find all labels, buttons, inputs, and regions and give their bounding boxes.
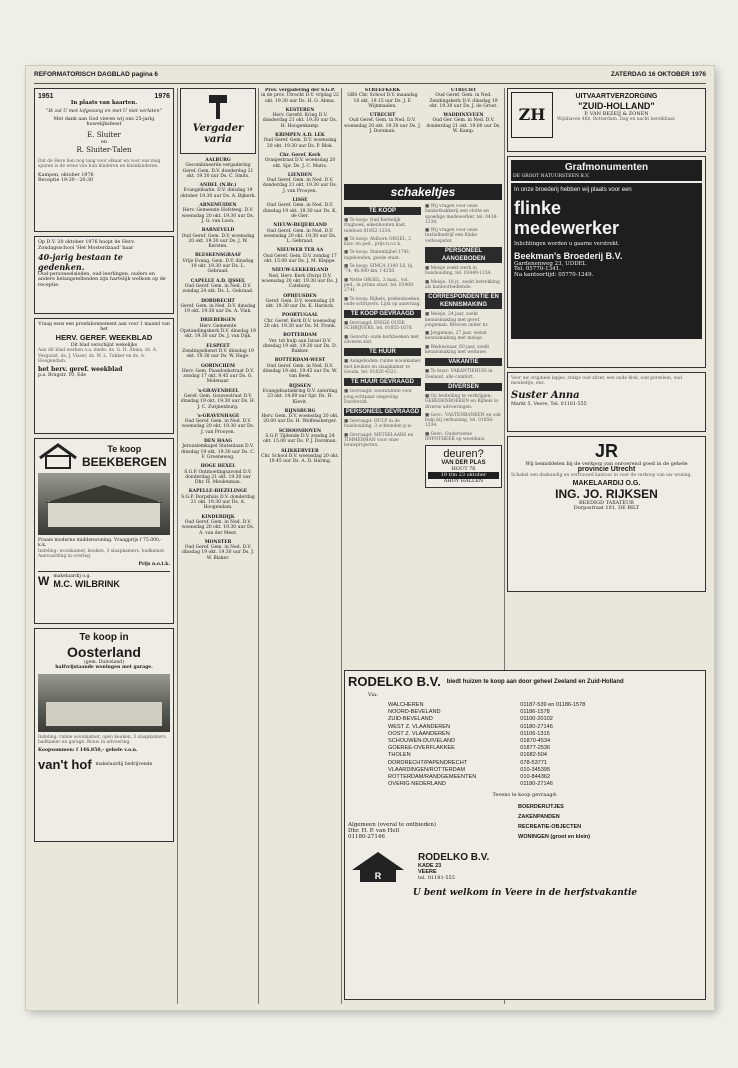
office-tel: 01100-20102 (520, 716, 553, 723)
vergader-title: Vergader (192, 123, 244, 135)
beekman-grafmonumenten-ad (507, 156, 706, 368)
meeting-entry (261, 268, 339, 289)
rijksen-title-2: ING. JO. RIJKSEN (555, 486, 658, 501)
anniversary-quote: "Ik zal U met lofgezang en met U niet verlaten" (46, 108, 162, 114)
column-3 (261, 88, 339, 1004)
office-tel: 01180-27146 (520, 781, 553, 788)
meeting-text: Vrije Evang. Gem. D.V. dinsdag 19 okt. 19.30 uur Ds. L. Gebraad. (182, 258, 254, 275)
meeting-place: ROTTERDAM-WEST (274, 358, 326, 364)
category-item: BOERDERIJTJES (518, 804, 564, 811)
meeting-place: KINDERDIJK (201, 514, 235, 520)
beekman-intro: In onze broederij hebben wij plaats voor een (514, 187, 632, 194)
oosterland-house-photo (38, 674, 170, 732)
oosterland-tag: halfvrijstaande woningen met garage. (55, 665, 153, 671)
meeting-text: Evangelisatiekring D.V. zaterdag 23 okt. 14.00 uur Spr. Ds. H. Kievit. (262, 388, 338, 405)
meeting-place: 's-GRAVENHAGE (196, 413, 240, 419)
deuren-title-2: deuren? (443, 448, 484, 461)
meeting-entry (180, 515, 256, 536)
oosterland-price: Koopsommen: f 146.850,- gehele v.o.n. (38, 748, 138, 754)
meeting-place: RIJSSEN (289, 383, 311, 389)
office-row (388, 709, 589, 716)
meeting-place: ANDEL (N.Br.) (199, 183, 237, 189)
suster-anna-name: Suster Anna (511, 389, 580, 401)
deuren-dates-2: 19 t/m 23 oktober (428, 472, 499, 479)
meeting-place: ROTTERDAM (283, 333, 317, 339)
meeting-entry (180, 279, 256, 295)
grafmonumenten-sub: DE GROOT NATUURSTEEN B.V. (513, 174, 590, 179)
meeting-text: Oranjestraat D.V. woensdag 20 okt. Spr. Ds. J. C. Maris. (264, 158, 336, 169)
beekman-addr: Gardenenweg 23, UDDEL (514, 260, 587, 267)
meeting-text: Herv. Gem. D.V. woensdag 20 okt. 20.00 uur Ds. H. Wolfensberger. (261, 414, 339, 425)
anniversary-receive: Receptie 19:30 - 20:30 (38, 178, 94, 184)
office-row (388, 745, 589, 752)
meeting-place: OPHEUSDEN (283, 293, 317, 299)
oosterland-place: Oosterland (67, 644, 141, 660)
label-diversen: DIVERSEN (425, 383, 502, 391)
vergader-list (180, 158, 256, 561)
label-correspondentie: CORRESPONDENTIE EN KENNISMAKING (425, 293, 502, 309)
rijksen-sub: BEEDIGD TAXATEUR (579, 499, 634, 506)
rodelko-gevraagd: Tevens te koop gevraagd: (492, 792, 558, 799)
meeting-text: Oud Geref. Gem. D.V. zondag 17 okt. 15.00 uur Ds. J. M. Kleppe. (263, 253, 337, 265)
rodelko-algemeen: Algemeen (overal te ontbieden) (348, 822, 437, 829)
meeting-text: Oud Geref. Gem. in Ned. D.V. woensdag 20 okt. 19.30 uur Ds. J. van Prooyen. (181, 419, 255, 435)
category-item: RECREATIE-OBJECTEN (518, 824, 582, 831)
beekman-info: Inlichtingen worden u gaarne verstrekt. (514, 241, 620, 248)
meeting-entry (425, 113, 502, 134)
meeting-text: S.G.P. Ontmoetingsavond D.V. donderdag 21 okt. 19.30 uur Dhr. H. Meulenman. (184, 469, 252, 486)
beekbergen-prijs: Prijs n.o.t.k. (138, 562, 170, 568)
meetings-list-2 (261, 88, 339, 465)
meeting-entry (261, 108, 339, 129)
meeting-text: S.G.P. Tijdende D.V. zondag 24 okt. 15.00 uur Ds. P. J. Dorsman. (263, 434, 337, 445)
meeting-entry (180, 489, 256, 510)
school-body: Oud-personeelsleden, oud-leerlingen, ouders en andere belangstellenden zijn hartelijk welkom op de receptie. (38, 271, 166, 289)
office-tel: 078-53771 (520, 759, 548, 766)
office-name: GOEREE-OVERFLAKKEE (388, 745, 455, 752)
year-to: 1976 (154, 93, 170, 100)
svg-text:R: R (374, 871, 382, 882)
beekman-flinke: flinke (514, 198, 562, 219)
meeting-entry (425, 88, 502, 109)
anniversary-school-ad (34, 236, 174, 314)
column-2 (180, 88, 256, 1004)
meeting-entry (261, 429, 339, 445)
meeting-entry (261, 223, 339, 244)
meeting-text: Zendingsdienst D.V. dinsdag 19 okt. 19.30 uur Ds. W. Hage. (182, 348, 254, 360)
meeting-place: UTRECHT (450, 88, 477, 93)
office-row (388, 781, 589, 788)
office-tel: 01682-504 (520, 752, 548, 759)
zuid-holland-logo-icon: ZH (511, 92, 553, 138)
office-row (388, 752, 589, 759)
meeting-place: Prov. vergadering der S.G.P. (264, 88, 336, 93)
meeting-entry (261, 333, 339, 354)
office-tel: 010-844362 (520, 774, 551, 781)
meeting-text: Geref. Gem. in Ned. D.V. dinsdag 19 okt. 19.30 uur Ds. A. Vink. (180, 303, 256, 315)
meeting-entry (180, 540, 256, 561)
school-title: 40-jarig bestaan te gedenken. (38, 251, 123, 272)
meeting-place: ARNEMUIDEN (199, 203, 237, 209)
meeting-entry (261, 133, 339, 149)
office-tel: 01877-2536 (520, 745, 551, 752)
label-te-huur-gevraagd: TE HUUR GEVRAAGD (344, 378, 421, 386)
rodelko-title: RODELKO B.V. (348, 674, 441, 689)
meeting-text: Oud Geref. Gem. in Ned. D.V. woensdag 20 okt. 19.30 uur Ds. J. J. Dorsman. (344, 118, 421, 135)
suster-anna-ad: Voor uw originele lapjes, stukje oud zilver, een oude klok, oud porselein, oud meubeltje, enz. Suster Anna Markt 5, Veere, Tel. 01181-555 (507, 372, 706, 432)
rijksen-addr: Dorpsstraat 181, DE BILT (573, 504, 640, 511)
office-tel: 01180-27146 (520, 723, 553, 730)
office-name: OVERIG NEDERLAND (388, 781, 446, 788)
meeting-place: DORDRECHT (201, 298, 235, 304)
office-name: DORDRECHT/PAPENDRECHT (388, 759, 468, 766)
rodelko-via: Via: (368, 692, 378, 698)
meeting-text: Gecombineerde vergadering Geref. Gem. D.V. donderdag 21 okt. 19.30 uur Ds. C. Smits. (182, 163, 254, 179)
beekman-tel-2: Na kantoortijd: 05770-1249. (514, 271, 594, 278)
meeting-text: S.G.P. Dorpshuis D.V. donderdag 21 okt. 19.30 uur Ds. A. Hoogendam. (181, 494, 255, 511)
meeting-place: GORINCHEM (201, 363, 235, 369)
meeting-entry (180, 228, 256, 249)
meeting-place: UTRECHT (369, 113, 396, 119)
beekbergen-caption: Fraaie moderne middenwoning. Vraagprijs f 75.000,- k.k. (38, 538, 162, 549)
beekman-tel: Tel. 05770-1341. (514, 266, 561, 273)
office-row (388, 760, 589, 767)
schakeltjes-banner: schakeltjes (344, 184, 502, 200)
zh-name: "ZUID-HOLLAND" (578, 101, 655, 111)
meeting-text: Oud Ger. Gem. in Ned. D.V. donderdag 21 okt. 19.00 uur Ds. W. Kamp. (426, 118, 501, 135)
rodelko-slogan: biedt huizen te koop aan door geheel Zeeland en Zuid-Holland (446, 678, 624, 685)
weekblad-footer-1: het herv. geref. weekblad (38, 366, 123, 374)
hammer-icon (183, 91, 253, 121)
anniversary-name-1: E. Sluiter (87, 131, 121, 140)
weekblad-intro: Vraag eens een proefabonnement aan voor 1 maand van het (38, 322, 170, 333)
rodelko-offices-table (388, 702, 589, 788)
rodelko-house-logo-icon (348, 848, 408, 884)
meeting-text: Oud Geref. Gem. in Ned. D.V. dinsdag 19 okt. 19.30 uur Ds. J. W. Blaker. (181, 545, 255, 561)
meeting-entry (180, 318, 256, 339)
header-right: ZATERDAG 16 OKTOBER 1976 (610, 71, 706, 78)
office-row (388, 774, 589, 781)
label-te-huur: TE HUUR (344, 348, 421, 356)
meeting-place: AALBURG (205, 158, 231, 163)
meeting-place: CAPELLE A.D. IJSSEL (190, 278, 246, 284)
office-tel: 01870-4534 (520, 738, 551, 745)
meeting-text: Oud Geref. Gem. in Ned. D.V. donderdag 21 okt. 19.30 uur Ds. J. van Prooyen. (262, 178, 338, 194)
meeting-entry (261, 88, 339, 104)
meeting-place: BARNEVELD (201, 228, 235, 234)
office-row (388, 731, 589, 738)
meeting-text: Oud Geref. Gem. in Ned. D.V. zondag 24 okt. Ds. L. Gebraad. (182, 283, 254, 295)
rijksen-province: provincie Utrecht (577, 466, 636, 474)
vergader-title-2: varia (204, 134, 232, 146)
meeting-text: Oud Geref. Gem. in Ned. D.V. woensdag 20 okt. 19.30 uur Ds. L. Gebraad. (263, 228, 337, 245)
wilbrink-logo-icon: W (38, 574, 50, 589)
rodelko-bottom-tel: tel. 01181-555 (418, 874, 455, 881)
meeting-place: SCHOONHOVEN (278, 428, 322, 434)
office-row (388, 724, 589, 731)
meeting-entry (261, 173, 339, 194)
rodelko-bottom-addr-1: KADE 23 (418, 862, 442, 869)
meeting-entry (180, 158, 256, 179)
deuren-hout-2: HOUT 76 (451, 465, 476, 472)
rodelko-welcome: U bent welkom in Veere in de herfstvakantie (412, 888, 638, 899)
meeting-entry (261, 248, 339, 264)
meeting-text: in de prov. Utrecht D.V. vrijdag 22 okt. 19.30 uur Ds. H. G. Abma. (261, 93, 339, 104)
header-left: REFORMATORISCH DAGBLAD pagina 6 (34, 71, 158, 78)
meeting-place: KESTEREN (285, 107, 315, 113)
meeting-place: WADDINXVEEN (443, 113, 484, 119)
rijksen-title-1: MAKELAARDIJ O.G. (572, 480, 641, 488)
office-row (388, 738, 589, 745)
rodelko-contact: Dhr. H. P. van Hell (348, 828, 400, 835)
anniversary-line: Met dank aan God vieren wij ons 25-jarig huwelijksfeest (53, 116, 155, 128)
anniversary-place: Kampen, oktober 1976 (38, 172, 94, 178)
zuid-holland-ad: ZH UITVAARTVERZORGING "ZUID-HOLLAND" P. VAN BEZEIJ & ZONEN Wijnhaven 46b, Rotterdam. Dag en nacht bereikbaar. (507, 88, 706, 152)
rijksen-intro: Wij bemiddelen bij de verkoop van onroerend goed in de gehele (525, 461, 688, 467)
rodelko-categories (518, 802, 702, 842)
office-name: NOORD-BEVELAND (388, 709, 441, 716)
meeting-entry (180, 364, 256, 385)
vergader-varia-header (180, 88, 256, 154)
meeting-text: Oud Geref. Gem. in Ned. D.V. dinsdag 19 okt. 19.30 uur Ds. K. de Gier. (263, 203, 337, 219)
meeting-place: KAPELLE-BIEZELINGE (188, 489, 248, 495)
meeting-place: NIEUWER TER AA (276, 248, 324, 254)
meeting-entry (180, 183, 256, 199)
beekbergen-title: Te koop (107, 443, 142, 454)
beekbergen-ad: Te koop BEEKBERGEN Fraaie moderne middenwoning. Vraagprijs f 75.000,- k.k. Indeling: woonkamer, keuken, 3 slaapkamers, badkamer. Aanvaarding in overleg. Prijs n.o.t.k. W makelaardij o.g. M.C. WILBRINK (34, 438, 174, 624)
meeting-text: Geref. Gem. Gouwestraat D.V. dinsdag 19 okt. 19.30 uur Ds. H. J. C. Zwijnenburg. (180, 393, 256, 410)
page-header (34, 71, 706, 84)
weekblad-sub: Dit blad verschijnt wekelijks (70, 342, 138, 348)
weekblad-footer-2: p.a. Brugstr. 10, Ede (38, 372, 87, 378)
deuren-hall-2: AHOY HALLEN (443, 478, 484, 485)
meeting-place: MONSTER (204, 539, 232, 545)
label-te-koop: TE KOOP (344, 207, 421, 215)
anniversary-title: In plaats van kaarten. (70, 100, 138, 106)
school-date: Op D.V. 20 oktober 1976 hoopt de Herv. Zondagsschool 'Het Mosterdzaad' haar (38, 240, 135, 251)
meeting-text: Chr. School D.V. woensdag 20 okt. 19.45 uur Ds. A. D. Haring. (261, 453, 339, 465)
meeting-entry (261, 449, 339, 465)
suster-anna-addr: Markt 5, Veere, Tel. 01181-555 (511, 401, 587, 407)
meeting-place: NIEUW-BEIJERLAND (273, 223, 327, 229)
meeting-entry (261, 384, 339, 405)
anniversary-ad: 1951 1976 In plaats van kaarten. "Ik zal U met lofgezang en met U niet verlaten" Met dank aan God vieren wij ons 25-jarig huwelijksfeest E. Sluiter en R. Sluiter-Talen Dat de Here hen nog lang voor elkaar en voor ons mag sparen is de wens van hun kinderen en kleinkinderen. Kampen, oktober 1976 Receptie 19:30 - 20:30 (34, 88, 174, 232)
grafmonumenten-title: Grafmonumenten (564, 162, 649, 173)
beekbergen-place: BEEKBERGEN (82, 454, 167, 469)
meeting-place: LIENDEN (287, 172, 313, 178)
label-te-koop-gevraagd: TE KOOP GEVRAAGD (344, 310, 421, 318)
anniversary-name-2: en (101, 140, 107, 146)
vanthof-name: van't hof (38, 756, 92, 772)
zh-title: UITVAARTVERZORGING (575, 93, 658, 100)
meeting-text: Jeruzalemkapel Statenlaan D.V. dinsdag 19 okt. 19.30 uur Ds. C. F. Groeneweg. (181, 444, 255, 460)
meeting-text: Geref. Gem. D.V. woensdag 20 okt. 19.30 uur Ds. K. Harinck. (265, 298, 335, 310)
office-name: OOST Z. VLAANDEREN (388, 730, 450, 737)
office-name: ZUID-BEVELAND (388, 716, 433, 723)
office-tel: 01106-1315 (520, 730, 550, 737)
meeting-place: SLIKKERVEER (281, 448, 319, 454)
meeting-entry (261, 409, 339, 425)
meeting-entry (344, 88, 421, 109)
meeting-entry (261, 358, 339, 379)
rodelko-contact-tel: 01180-27146 (348, 834, 385, 841)
meeting-text: Ver. tot hulp aan Israel D.V. dinsdag 19 okt. 19.30 uur Ds. D. Bakker. (262, 338, 337, 355)
meeting-text: Herv. Gem. Paasdonkstraat D.V. zondag 17 okt. 9.45 uur Ds. G. Molenaar. (181, 368, 255, 385)
beekman-firm: Beekman's Broederij B.V. (514, 250, 623, 261)
wilbrink-sub: makelaardij o.g. (53, 573, 91, 579)
meeting-place: POORTUGAAL (281, 313, 319, 319)
meeting-place: Chr. Geref. Kerk (279, 152, 321, 158)
rijksen-ad: JR Wij bemiddelen bij de verkoop van onroerend goed in de gehele provincie Utrecht Schakel een deskundig en vertrouwd kantoor in voor de verkoop van uw woning. MAKELAARDIJ O.G. ING. JO. RIJKSEN BEEDIGD TAXATEUR Dorpsstraat 181, DE BILT (507, 436, 706, 592)
deuren-ad-2 (425, 445, 502, 487)
wilbrink-name: M.C. WILBRINK (53, 579, 120, 590)
meeting-place: DRIEBERGEN (200, 318, 236, 324)
column-1 (34, 88, 174, 1004)
meeting-place: ELSPEET (206, 343, 230, 349)
house-roof-icon (38, 442, 78, 470)
office-name: WALCHEREN (388, 702, 424, 708)
vanthof-sub: makelaardij bedrijvende (95, 761, 153, 767)
anniversary-name-3: R. Sluiter-Talen (76, 145, 132, 154)
rijksen-logo-icon: JR (594, 441, 618, 461)
office-name: ROTTERDAM/RANDGEMEENTEN (388, 774, 477, 781)
oosterland-title: Te koop in (79, 632, 129, 643)
category-item: WONINGEN (groot en klein) (518, 834, 591, 841)
meeting-entry (180, 464, 256, 485)
office-row (388, 767, 589, 774)
label-vakantie: VAKANTIE (425, 358, 502, 366)
meetings-col4-top (344, 88, 421, 182)
meeting-place: HOGE HEXEL (200, 464, 236, 470)
office-name: VLAARDINGEN/ROTTERDAM (388, 766, 466, 773)
beekman-medewerker: medewerker (514, 218, 620, 239)
meeting-entry (180, 439, 256, 460)
meeting-entry (261, 294, 339, 310)
office-name: THOLEN (388, 752, 411, 759)
meeting-entry (180, 389, 256, 410)
newspaper-page (26, 66, 714, 1010)
office-row (388, 702, 589, 709)
meeting-text: Chr. Geref. Kerk D.V. woensdag 20 okt. 19.30 uur Ds. M. Fronk. (263, 318, 337, 329)
year-from: 1951 (38, 93, 54, 100)
meeting-text: Oud Geref. Gem. in Ned. D.V. woensdag 20 okt. 19.30 uur Ds. A. van der Meer. (181, 519, 255, 536)
meeting-place: RIJNSBURG (284, 408, 316, 414)
deuren-sub-2: VAN DER PLAS (441, 460, 486, 467)
office-tel: 01186-1578 (520, 709, 550, 716)
meeting-place: LISSE (292, 198, 308, 204)
meeting-text: Evangelisatie. D.V. dinsdag 19 oktober 19.30 uur Ds. A. Bijkerk. (180, 188, 256, 199)
rodelko-ad (344, 670, 706, 1002)
meeting-entry (180, 253, 256, 274)
meeting-text: Oud Geref. Gem. D.V. woensdag 20 okt. 19.30 uur Ds. J. W. Kersten. (181, 233, 255, 250)
classifieds-col-a: TE KOOP ■ Te koop: Oud Kerkelijk ringboek, eikenhouten kast, telefoon 01852-1234. ■ Te koop: Ahlborn ORGEL, 2 klav. en ped., prijs n.o.t.k. ■ Te koop: Statenbijbel 1741, ingebonden, goede staat. ■ Te koop: SIMCA 1100 LS, bj. '74, 46.000 km, f 4250. ■ Nette ORGEL, 2 man., vol. ped., in prima staat, tel. 03408-2741. ■ Te koop: Bijbels, prekenboeken, oude schrijvers. Lijst op aanvraag. TE KOOP GEVRAAGD ■ Gevraagd: ENIGE OUDE SCHRIJVERS, tel. 01855-1678. ■ Gezocht: oude kerkboeken met zilveren slot. TE HUUR ■ Aangeboden: ruime woonkamer met keuken en slaapkamer te Gouda, tel. 01820-4321. TE HUUR GEVRAAGD ■ Gevraagd: woonruimte voor jong echtpaar omgeving Dordrecht. PERSONEEL GEVRAAGD ■ Gevraagd: HULP in de huishouding, 3 ochtenden p.w. ■ Gevraagd: METSELAARS en TIMMERMAN voor onze bouwprojecten. (344, 208, 421, 449)
beekbergen-house-photo (38, 473, 170, 535)
office-tel: 010-345395 (520, 766, 551, 773)
meeting-text: Oud Geref. Gem. in Ned. D.V. dinsdag 19 okt. 19.45 uur Ds. W. van Beek. (262, 363, 338, 380)
meeting-text: Oud Geref. Gem. D.V. woensdag 20 okt. 19.30 uur Ds. P. Blok. (263, 138, 337, 149)
category-item: ZAKENPANDEN (518, 814, 560, 821)
meeting-entry (180, 414, 256, 435)
meeting-place: KRIMPEN A.D. LEK (275, 133, 325, 139)
meeting-place: BLESKENSGRAAF (194, 253, 242, 259)
meeting-text: Herv. Gerefd. Kring D.V. donderdag 21 okt. 19.30 uur Ds. H. Hoogenkamp. (262, 113, 338, 129)
meeting-entry (344, 113, 421, 134)
label-personeel-aangeboden: PERSONEEL AANGEBODEN (425, 247, 502, 263)
weekblad-title: HERV. GEREF. WEEKBLAD (55, 332, 153, 342)
meetings-col5-top (425, 88, 502, 182)
meeting-entry (261, 313, 339, 329)
meeting-place: NIEUW-LEKKERLAND (271, 268, 329, 274)
classifieds-col-b: ■ Wij vragen voor onze banketbakkerij een vlotte en spoedige medewerker, tel. 0418-1234. ■ Wij vragen voor onze textielbedrijf een flinke verkoopster. PERSONEEL AANGEBODEN ■ Meisje zoekt werk in huishouding, tel. 03440-1234. ■ Meisje, 18 jr., zoekt betrekking als kantoorbediende. CORRESPONDENTIE EN KENNISMAKING ■ Meisje, 24 jaar, zoekt kennismaking met geref. jongeman. Brieven onder nr. ■ Jongeman, 27 jaar, wenst kennismaking met meisje. ■ Weduwnaar, 60 jaar, zoekt kennismaking met weduwe. VAKANTIE ■ Te huur: VAKANTIEHUIS in Zeeland, alle comfort. DIVERSEN ■ Op bestelling te verkrijgen: GEBEDENBOEKEN en Bijbels in diverse uitvoeringen. ■ Gevr.: VASTENBANKEN en ook hulp bij verhuizing, tel. 01856-1234. ■ Gevr.: Ouderwetse HYPOTHEEK op woonhuis. deuren? VAN DER PLAS HOUT 76 19 t/m 23 oktober AHOY HALLEN (425, 204, 502, 492)
zh-sub: P. VAN BEZEIJ & ZONEN (584, 111, 649, 117)
meeting-place: 's-GRAVENDEEL (197, 388, 239, 394)
meeting-text: Herv. Gemeente Hofsteeg. D.V. woensdag 20 okt. 19.30 uur Ds. J. G. van Loon. (181, 208, 255, 224)
office-name: SCHOUWEN-DUIVELAND (388, 738, 456, 745)
meeting-entry (261, 198, 339, 219)
oosterland-sub: (gem. Duiveland) (83, 660, 125, 665)
office-tel: 01187-539 en 01186-1578 (520, 702, 586, 708)
meeting-place: DEN HAAG (203, 439, 233, 445)
meeting-entry (180, 299, 256, 315)
meeting-place: STREEFKERK (364, 88, 401, 93)
label-personeel-gevraagd: PERSONEEL GEVRAAGD (345, 409, 420, 416)
rodelko-bottom-addr-2: VEERE (418, 868, 437, 875)
meeting-text: Herv. Gemeente Opstandingskerk D.V. dinsdag 19 okt. 19.30 uur Ds. J. van Dijk. (180, 323, 256, 340)
meeting-text: Oud Geref. Gem. in Ned. Zendingskerk D.V. dinsdag 19 okt. 19.30 uur Ds. J. de Groot. (429, 93, 498, 109)
rodelko-bottom-name: RODELKO B.V. (418, 851, 490, 863)
weekblad-ad: Vraag eens een proefabonnement aan voor 1 maand van het HERV. GEREF. WEEKBLAD Dit blad verschijnt wekelijks Aan dit blad werken o.a. mede: ds. G. H. Abma, ds. A. Vergunst, ds. J. Visser, ds. W. L. Tukker en ds. A. Hoogendam. het herv. geref. weekblad p.a. Brugstr. 10, Ede (34, 318, 174, 434)
office-name: WEST Z. VLAANDEREN (388, 723, 451, 730)
office-row (388, 716, 589, 723)
meeting-text: Ned. Herv. Kerk (Dorp) D.V. woensdag 20 okt. 19.30 uur Ds. J. Catsburg. (261, 273, 339, 290)
oosterland-ad: Te koop in Oosterland (gem. Duiveland) halfvrijstaande woningen met garage. Indeling: ruime woonkamer, open keuken, 3 slaapkamers, badkamer en garage. Bouw in uitvoering. Koopsommen: f 146.850,- gehele v.o.n. van't hof makelaardij bedrijvende (34, 628, 174, 842)
meeting-entry (261, 153, 339, 169)
meeting-text: GBS Chr. School D.V. maandag 18 okt. 19.15 uur Ds. J. F. Wijnmaalen. (347, 93, 418, 109)
meeting-entry (180, 203, 256, 224)
meeting-entry (180, 344, 256, 360)
